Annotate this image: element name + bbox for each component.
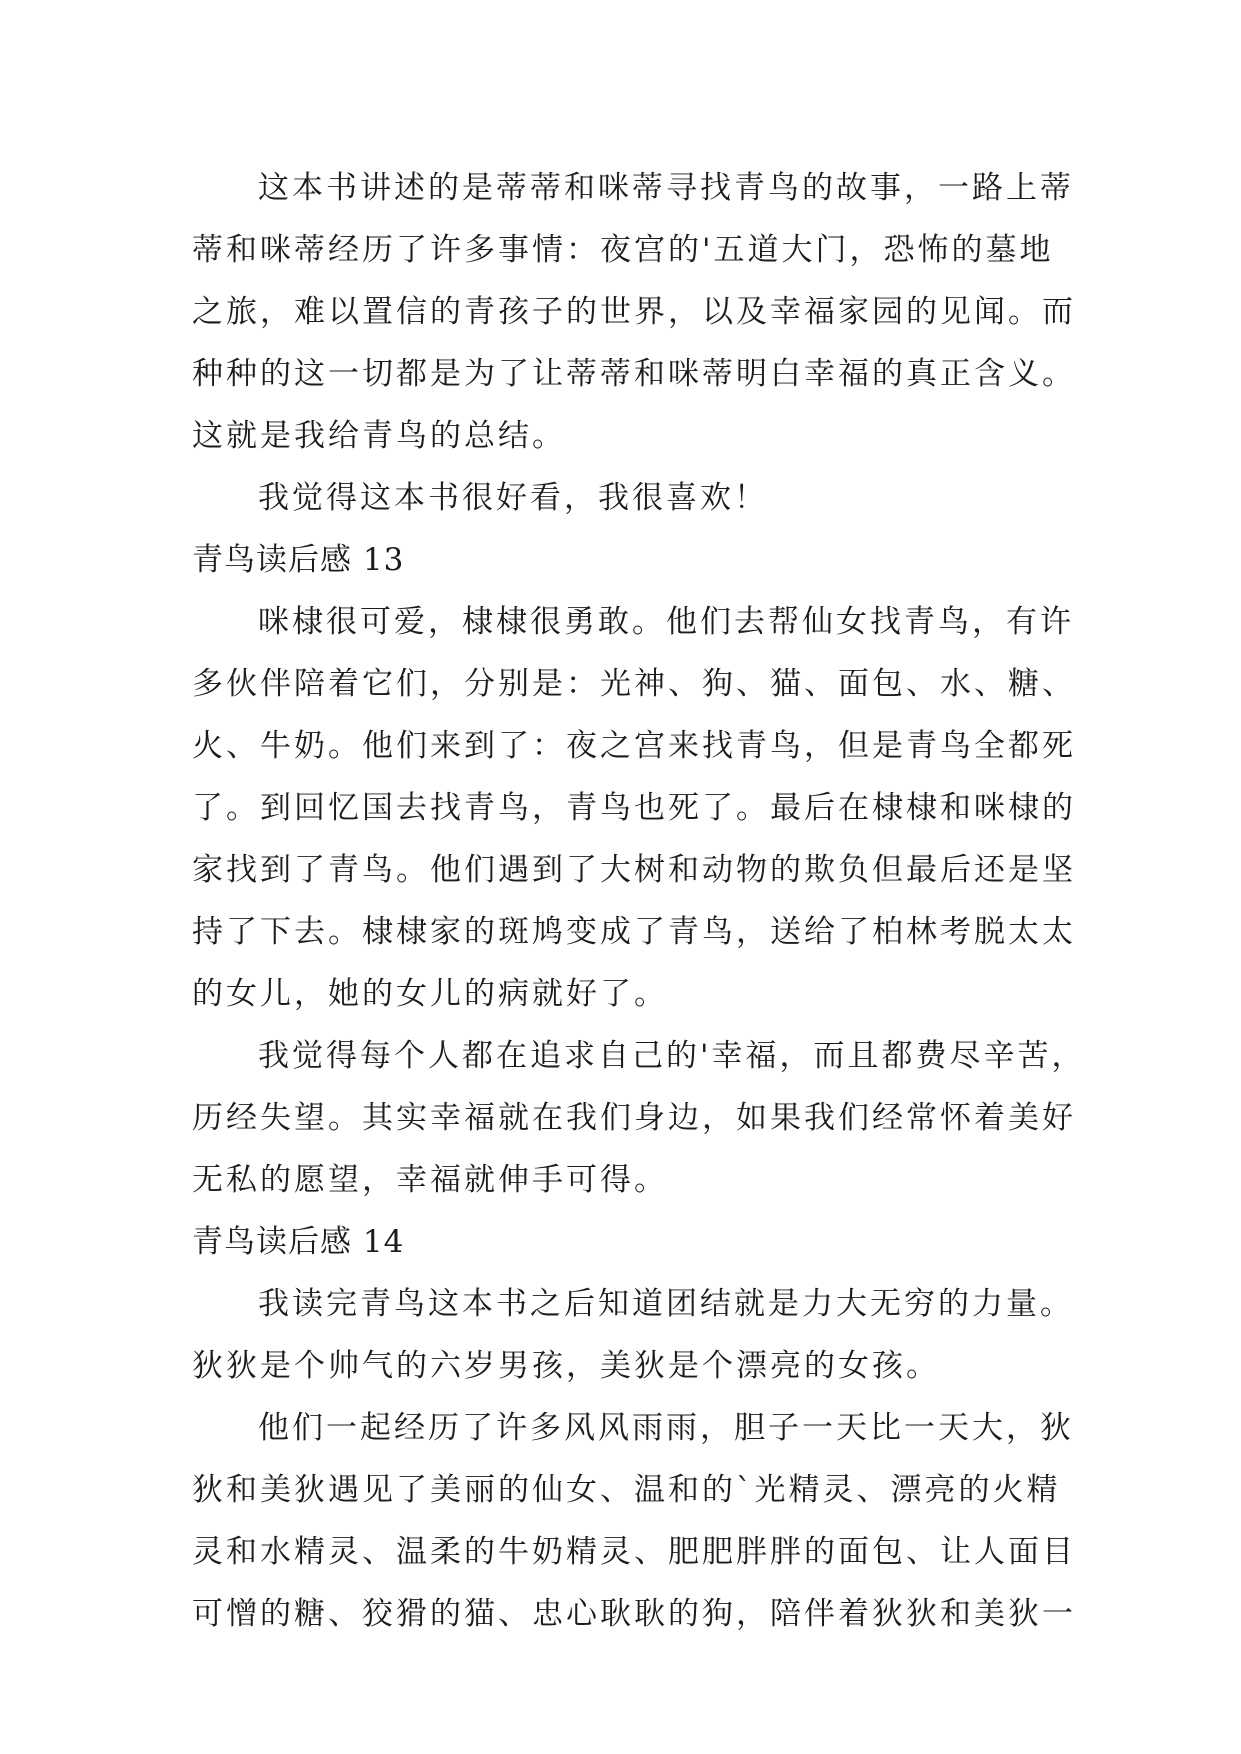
section-heading: 青鸟读后感 14 bbox=[192, 1224, 405, 1260]
text-line: 我觉得这本书很好看，我很喜欢！ bbox=[258, 480, 768, 516]
paragraph bbox=[192, 1273, 1072, 1397]
text-line: 无私的愿望，幸福就伸手可得。 bbox=[192, 1162, 668, 1198]
text-line: 了。到回忆国去找青鸟，青鸟也死了。最后在棣棣和咪棣的 bbox=[192, 790, 1076, 826]
text-line: 他们一起经历了许多风风雨雨，胆子一天比一天大，狄 bbox=[258, 1410, 1074, 1446]
text-line: 这本书讲述的是蒂蒂和咪蒂寻找青鸟的故事，一路上蒂 bbox=[258, 170, 1074, 206]
text-line: 的女儿，她的女儿的病就好了。 bbox=[192, 976, 668, 1012]
text-line: 这就是我给青鸟的总结。 bbox=[192, 418, 566, 454]
text-line: 家找到了青鸟。他们遇到了大树和动物的欺负但最后还是坚 bbox=[192, 852, 1076, 888]
text-line: 种种的这一切都是为了让蒂蒂和咪蒂明白幸福的真正含义。 bbox=[192, 356, 1076, 392]
text-line: 持了下去。棣棣家的斑鸠变成了青鸟，送给了柏林考脱太太 bbox=[192, 914, 1076, 950]
text-line: 狄和美狄遇见了美丽的仙女、温和的`光精灵、漂亮的火精 bbox=[192, 1472, 1061, 1508]
text-line: 灵和水精灵、温柔的牛奶精灵、肥肥胖胖的面包、让人面目 bbox=[192, 1534, 1076, 1570]
text-line: 狄狄是个帅气的六岁男孩，美狄是个漂亮的女孩。 bbox=[192, 1348, 940, 1384]
document-body bbox=[192, 157, 1086, 1645]
text-line: 可憎的糖、狡猾的猫、忠心耿耿的狗，陪伴着狄狄和美狄一 bbox=[192, 1596, 1076, 1632]
text-line: 之旅，难以置信的青孩子的世界，以及幸福家园的见闻。而 bbox=[192, 294, 1076, 330]
paragraph bbox=[192, 157, 1076, 467]
text-line: 我读完青鸟这本书之后知道团结就是力大无穷的力量。 bbox=[258, 1286, 1074, 1322]
section-heading: 青鸟读后感 13 bbox=[192, 542, 405, 578]
paragraph bbox=[192, 467, 1072, 529]
paragraph bbox=[192, 591, 1076, 1025]
text-line: 历经失望。其实幸福就在我们身边，如果我们经常怀着美好 bbox=[192, 1100, 1076, 1136]
text-line: 咪棣很可爱，棣棣很勇敢。他们去帮仙女找青鸟，有许 bbox=[258, 604, 1074, 640]
text-line: 蒂和咪蒂经历了许多事情：夜宫的'五道大门，恐怖的墓地 bbox=[192, 232, 1054, 268]
paragraph bbox=[192, 1397, 1076, 1645]
paragraph bbox=[192, 1025, 1086, 1211]
text-line: 我觉得每个人都在追求自己的'幸福，而且都费尽辛苦， bbox=[258, 1038, 1086, 1074]
text-line: 火、牛奶。他们来到了：夜之宫来找青鸟，但是青鸟全都死 bbox=[192, 728, 1076, 764]
text-line: 多伙伴陪着它们，分别是：光神、狗、猫、面包、水、糖、 bbox=[192, 666, 1076, 702]
